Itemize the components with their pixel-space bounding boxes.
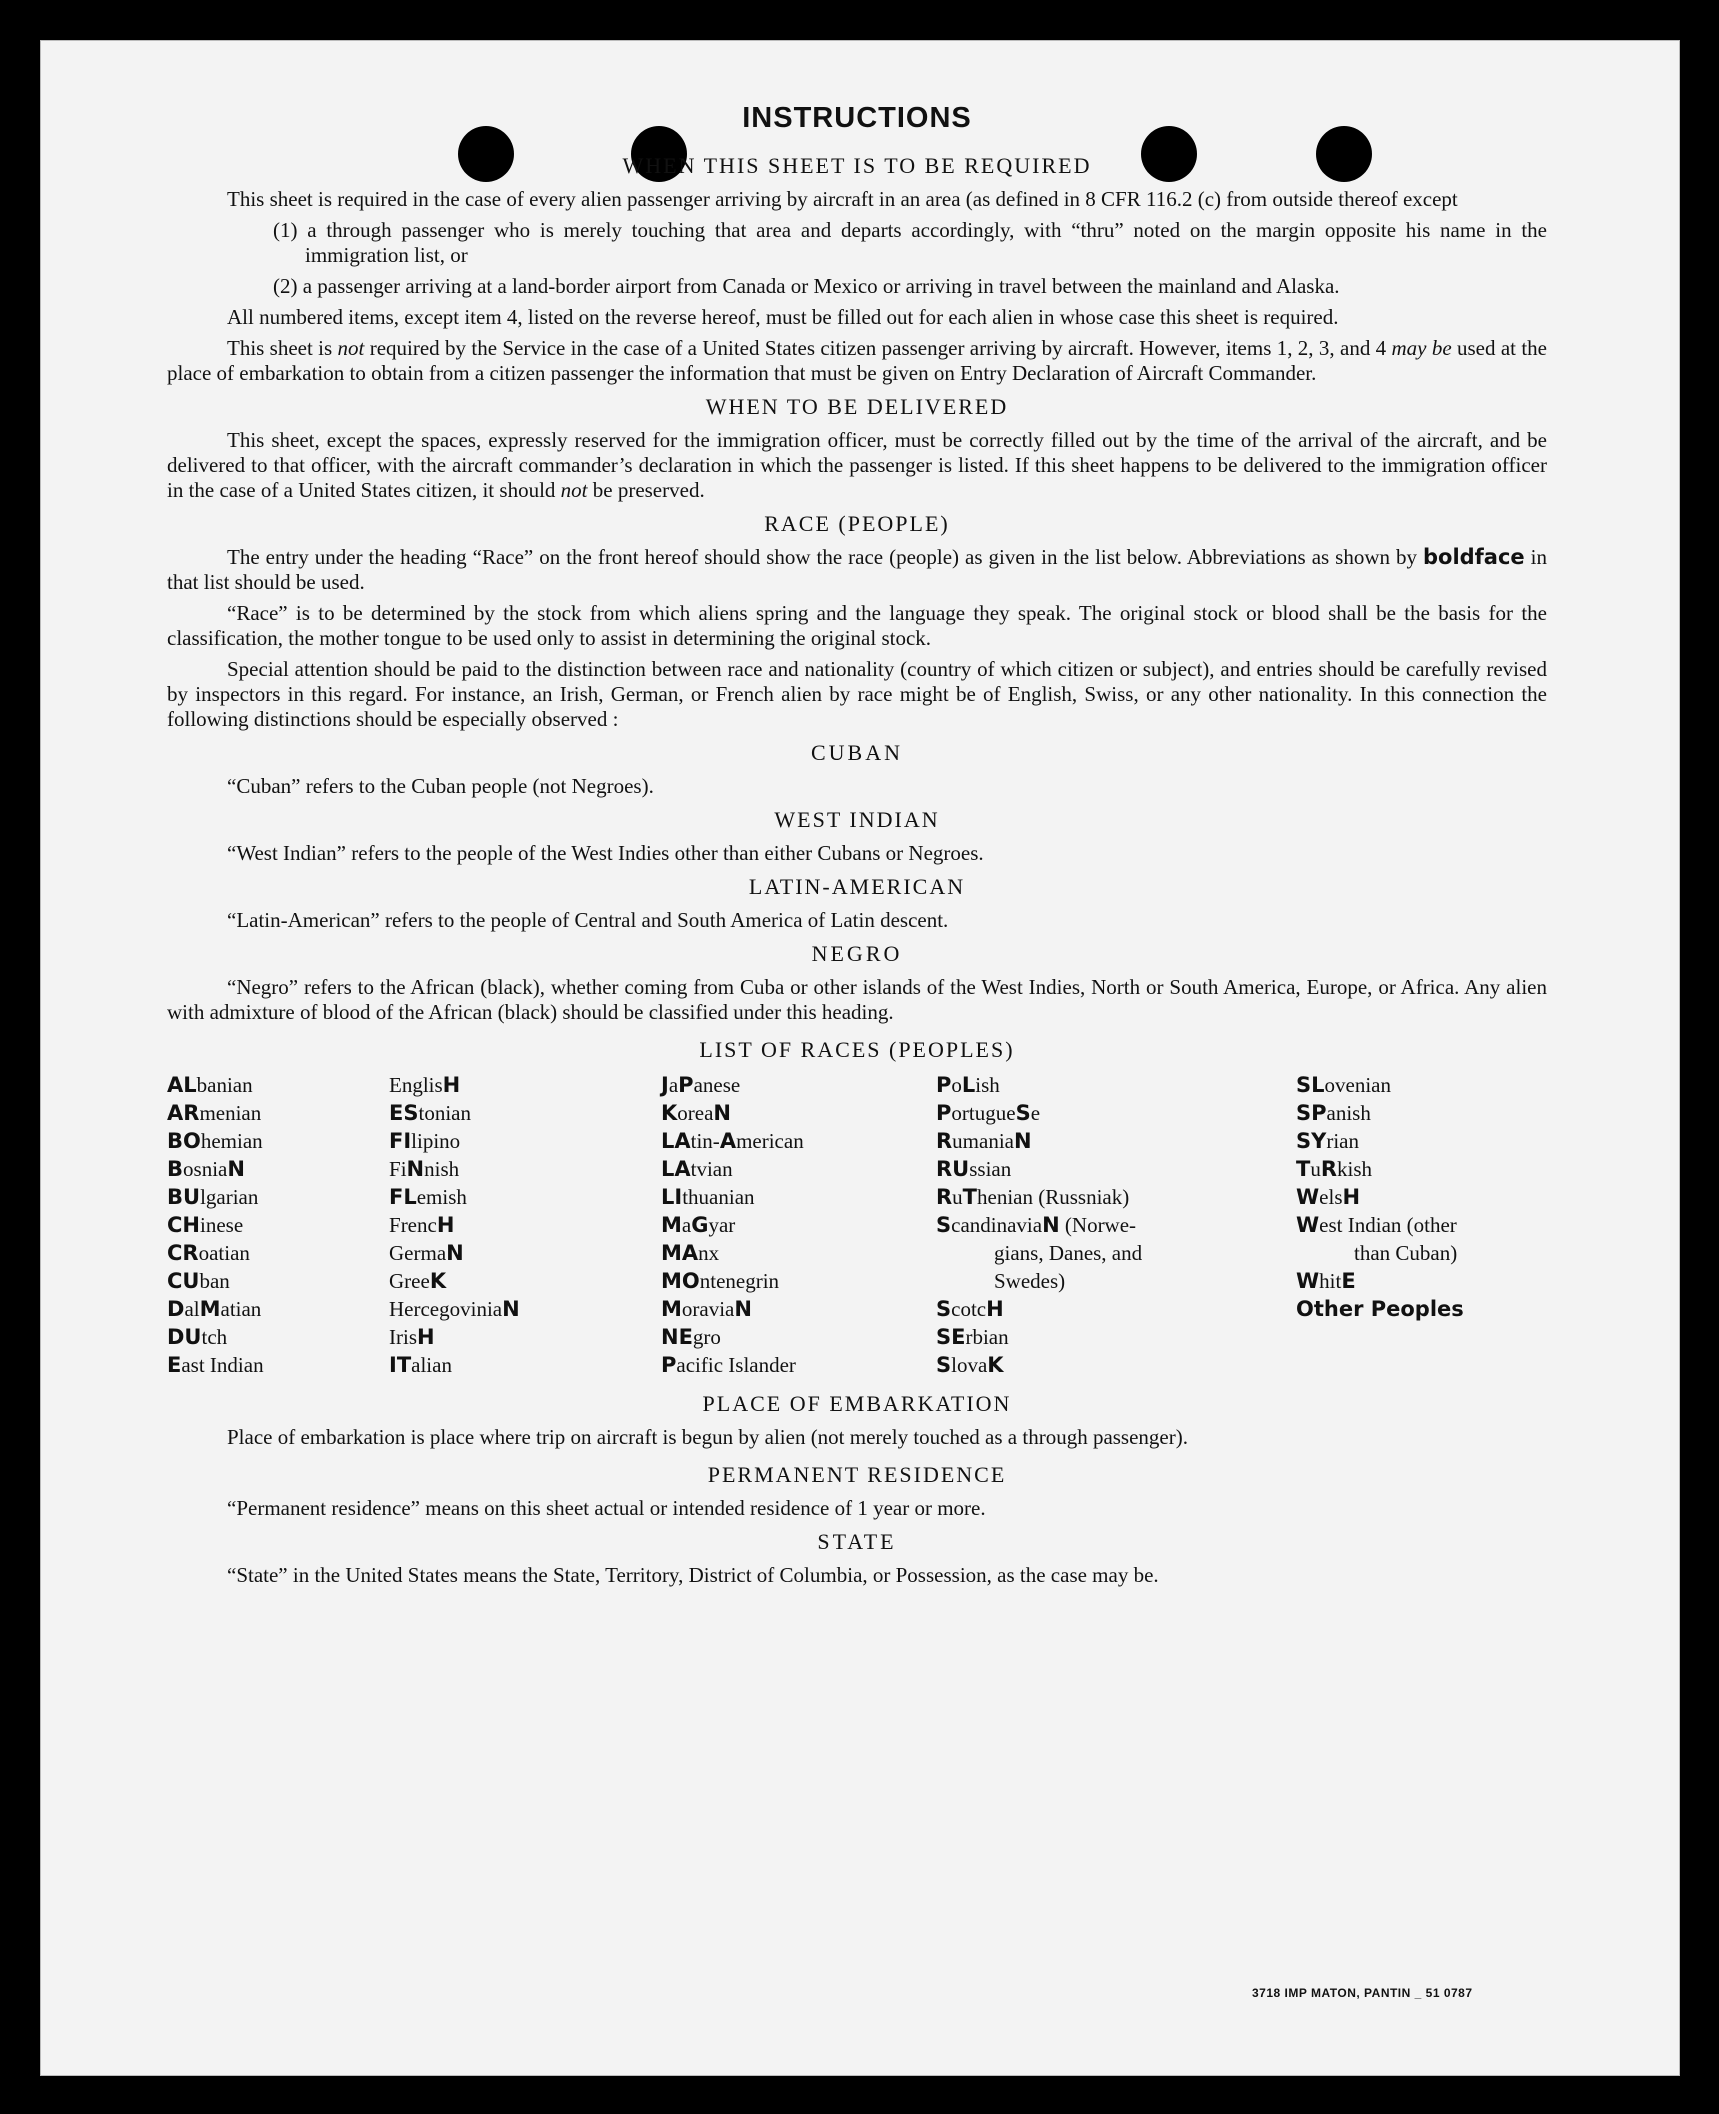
paragraph xyxy=(167,336,1547,386)
race-entry: SYrian xyxy=(1296,1129,1359,1153)
race-entry: SErbian xyxy=(936,1325,1009,1349)
race-column xyxy=(389,1071,661,1379)
text-run: The entry under the heading “Race” on the front hereof should show the race (people) as given in the list below. Abbreviations as shown by xyxy=(227,545,1423,569)
race-entry: MaGyar xyxy=(661,1213,736,1237)
paragraph: “Cuban” refers to the Cuban people (not Negroes). xyxy=(227,774,654,798)
race-entry: PortugueSe xyxy=(936,1101,1041,1125)
race-entry: SPanish xyxy=(1296,1101,1371,1125)
text-run: required by the Service in the case of a United States citizen passenger arriving by aircraft. However, items 1, 2, 3, and 4 xyxy=(364,336,1392,360)
race-entry: LAtvian xyxy=(661,1157,733,1181)
paragraph xyxy=(167,545,1547,595)
heading-state: STATE xyxy=(817,1529,897,1554)
race-column xyxy=(167,1071,389,1379)
race-entry: JaPanese xyxy=(661,1073,741,1097)
heading-race: RACE (PEOPLE) xyxy=(764,511,950,536)
heading-when-delivered: WHEN TO BE DELIVERED xyxy=(705,394,1009,419)
race-column xyxy=(661,1071,936,1379)
race-entry: West Indian (other xyxy=(1296,1213,1457,1237)
race-entry: BUlgarian xyxy=(167,1185,259,1209)
page-title: INSTRUCTIONS xyxy=(742,102,972,134)
race-entry: RUssian xyxy=(936,1157,1012,1181)
race-entry: PoLish xyxy=(936,1073,1000,1097)
race-entry: LIthuanian xyxy=(661,1185,755,1209)
race-entry: TuRkish xyxy=(1296,1157,1373,1181)
paragraph: “Permanent residence” means on this sheet actual or intended residence of 1 year or more. xyxy=(227,1496,986,1520)
race-entry: BOhemian xyxy=(167,1129,263,1153)
list-item: (2) a passenger arriving at a land-border airport from Canada or Mexico or arriving in travel between the mainland and Alaska. xyxy=(273,274,1340,298)
race-entry: FiNnish xyxy=(389,1157,460,1181)
race-entry: SLovenian xyxy=(1296,1073,1391,1097)
text-run: in that list should be used. xyxy=(167,545,1547,594)
race-entry: MOntenegrin xyxy=(661,1269,780,1293)
race-entry: RumaniaN xyxy=(936,1129,1032,1153)
heading-when-required: WHEN THIS SHEET IS TO BE REQUIRED xyxy=(622,153,1092,178)
paragraph: This sheet is required in the case of every alien passenger arriving by aircraft in an area (as defined in 8 CFR 116.2 (c) from outside thereof except xyxy=(227,187,1458,211)
race-entry: FLemish xyxy=(389,1185,467,1209)
race-entry: ScandinaviaN (Norwe- xyxy=(936,1213,1137,1237)
race-column xyxy=(936,1071,1296,1379)
text-run: This sheet is xyxy=(227,336,338,360)
text-run: be preserved. xyxy=(587,478,705,502)
race-entry: DUtch xyxy=(167,1325,228,1349)
text-run: used at the place of embarkation to obtain from a citizen passenger the information that must be given on Entry Declaration of Aircraft Commander. xyxy=(167,336,1548,385)
race-entry: Other Peoples xyxy=(1296,1297,1464,1321)
race-entry: East Indian xyxy=(167,1353,264,1377)
paragraph: “Negro” refers to the African (black), whether coming from Cuba or other islands of the West Indies, North or South America, Europe, or Africa. Any alien with admixture of blood of the African (black) should be classified under this heading. xyxy=(167,975,1547,1024)
race-entry: HercegoviniaN xyxy=(389,1297,520,1321)
race-entry: EnglisH xyxy=(389,1073,461,1097)
race-entry: SlovaK xyxy=(936,1353,1004,1377)
race-list xyxy=(167,1071,1547,1379)
document-body xyxy=(167,102,1547,1594)
race-entry: FrencH xyxy=(389,1213,455,1237)
paragraph: “West Indian” refers to the people of the West Indies other than either Cubans or Negroes. xyxy=(227,841,984,865)
paragraph: “Race” is to be determined by the stock from which aliens spring and the language they speak. The original stock or blood shall be the basis for the classification, the mother tongue to be used only to assist in determining the original stock. xyxy=(167,601,1547,650)
race-entry: BosniaN xyxy=(167,1157,245,1181)
race-entry: RuThenian (Russniak) xyxy=(936,1185,1130,1209)
boldface-word: boldface xyxy=(1422,545,1525,569)
race-entry: WelsH xyxy=(1296,1185,1361,1209)
race-entry: ITalian xyxy=(389,1353,452,1377)
race-entry: WhitE xyxy=(1296,1269,1356,1293)
race-entry: DalMatian xyxy=(167,1297,262,1321)
race-column xyxy=(1296,1071,1547,1379)
race-entry: MAnx xyxy=(661,1241,720,1265)
race-entry: NEgro xyxy=(661,1325,721,1349)
printer-mark: 3718 IMP MATON, PANTIN _ 51 0787 xyxy=(1252,1986,1473,2000)
race-entry: CUban xyxy=(167,1269,230,1293)
heading-list-of-races: LIST OF RACES (PEOPLES) xyxy=(699,1037,1015,1062)
heading-west-indian: WEST INDIAN xyxy=(774,807,940,832)
emphasis: not xyxy=(560,478,588,502)
race-entry: Pacific Islander xyxy=(661,1353,796,1377)
heading-negro: NEGRO xyxy=(811,941,903,966)
race-entry: ALbanian xyxy=(167,1073,253,1097)
race-entry: ARmenian xyxy=(167,1101,262,1125)
emphasis: may be xyxy=(1391,336,1452,360)
race-entry: than Cuban) xyxy=(1354,1241,1458,1265)
race-entry: Swedes) xyxy=(994,1269,1066,1293)
race-entry: IrisH xyxy=(389,1325,435,1349)
race-entry: EStonian xyxy=(389,1101,471,1125)
paragraph: All numbered items, except item 4, listed on the reverse hereof, must be filled out for each alien in whose case this sheet is required. xyxy=(227,305,1339,329)
paragraph: Place of embarkation is place where trip on aircraft is begun by alien (not merely touched as a through passenger). xyxy=(227,1425,1188,1449)
paragraph: Special attention should be paid to the distinction between race and nationality (country of which citizen or subject), and entries should be carefully revised by inspectors in this regard. For instance, an Irish, German, or French alien by race might be of English, Swiss, or any other nationality. In this connection the following distinctions should be especially observed : xyxy=(167,657,1547,731)
race-entry: FIlipino xyxy=(389,1129,461,1153)
heading-permanent-residence: PERMANENT RESIDENCE xyxy=(707,1462,1007,1487)
paragraph xyxy=(167,428,1547,503)
list-item: (1) a through passenger who is merely touching that area and departs accordingly, with “thru” noted on the margin opposite his name in the immigration list, or xyxy=(273,218,1547,267)
race-entry: KoreaN xyxy=(661,1101,731,1125)
race-entry: CRoatian xyxy=(167,1241,250,1265)
text-run: This sheet, except the spaces, expressly reserved for the immigration officer, must be correctly filled out by the time of the arrival of the aircraft, and be delivered to that officer, with the aircraft commander’s declaration in which the passenger is listed. If this sheet happens to be delivered to the immigration officer in the case of a United States citizen, it should xyxy=(167,428,1547,502)
heading-latin-american: LATIN-AMERICAN xyxy=(748,874,966,899)
paragraph: “State” in the United States means the State, Territory, District of Columbia, or Possession, as the case may be. xyxy=(227,1563,1159,1587)
race-entry: LAtin-American xyxy=(661,1129,804,1153)
paragraph: “Latin-American” refers to the people of Central and South America of Latin descent. xyxy=(227,908,949,932)
emphasis: not xyxy=(337,336,365,360)
race-entry: GreeK xyxy=(389,1269,447,1293)
race-entry: gians, Danes, and xyxy=(994,1241,1143,1265)
race-entry: MoraviaN xyxy=(661,1297,752,1321)
race-entry: CHinese xyxy=(167,1213,244,1237)
race-entry: ScotcH xyxy=(936,1297,1004,1321)
race-entry: GermaN xyxy=(389,1241,464,1265)
heading-embarkation: PLACE OF EMBARKATION xyxy=(702,1391,1012,1416)
heading-cuban: CUBAN xyxy=(810,740,903,765)
